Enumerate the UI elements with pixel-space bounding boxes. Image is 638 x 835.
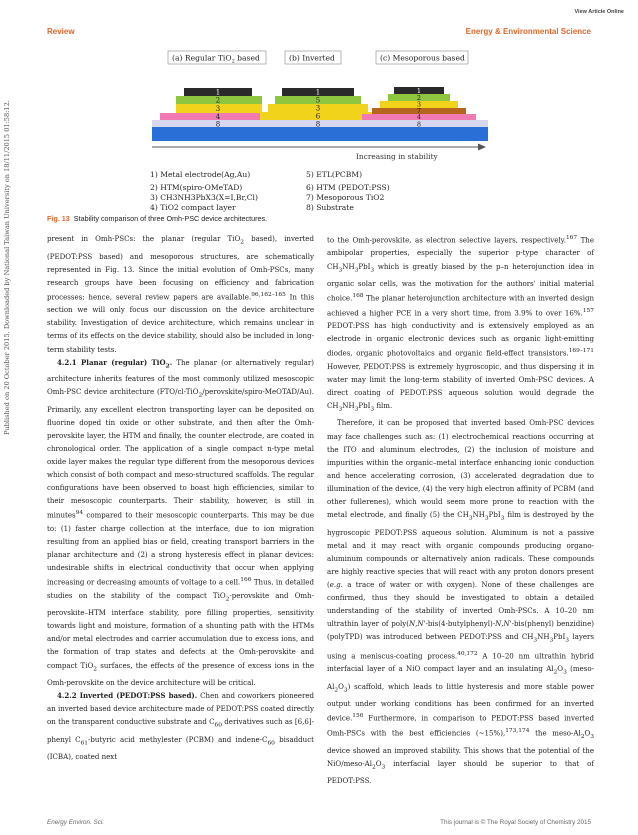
body-column-left (47, 232, 314, 763)
legend-item: 5) ETL(PCBM) (306, 170, 363, 179)
layer-label: 1 (215, 88, 221, 97)
layer-label: 6 (315, 112, 321, 121)
footer-journal: Energy Environ. Sci. (47, 819, 105, 826)
legend-item-4: 4) TiO2 compact layer (150, 203, 236, 212)
panel-b-title: (b) Inverted (289, 53, 335, 63)
layer-label: 1 (315, 88, 321, 97)
caption-text: Stability comparison of three Omh-PSC device architectures. (73, 214, 268, 223)
layer-label: 3 (215, 105, 221, 113)
body-column-right (327, 232, 594, 787)
layer-label: 2 (416, 94, 422, 102)
publication-side-note (3, 100, 13, 435)
layer-label: 4 (215, 113, 221, 121)
stability-arrow (152, 144, 486, 162)
layer-label: 8 (315, 120, 321, 129)
figure-caption (47, 214, 592, 223)
layer-label: 2 (215, 96, 221, 105)
layer-label: 5 (315, 96, 321, 105)
figure-13 (110, 46, 525, 201)
caption-label: Fig. 13 (47, 214, 70, 223)
paragraph: present in Omh-PSCs: the planar (regular TiO$_2$ based), inverted (PEDOT:PSS based) and mesoporous structures, are schematically represented in Fig. 13. Since the initial evolution of Omh-PSCs, many research groups have been focusing on efficiency and fabrication processes; hence, several review papers are available.$^{96,162-165}$ In this section we will only focus our discussion on the device architecture stability. Investigation of device architecture, which remains unclear in terms of its effects on the device stability, should also be included in long-term stability tests. (47, 234, 314, 354)
legend-left (150, 170, 250, 192)
legend-right (306, 170, 390, 192)
legend-item: 1) Metal electrode(Ag,Au) (150, 170, 251, 179)
panel-titles (168, 51, 468, 65)
legend-item: 2) HTM(spiro-OMeTAD) (150, 183, 243, 192)
journal-name: Energy & Environmental Science (465, 27, 591, 36)
layer-label: 3 (416, 100, 422, 109)
panel-c-title: (c) Mesoporous based (380, 53, 465, 63)
layer-label: 8 (416, 120, 422, 129)
layer-label: 4 (416, 113, 422, 121)
paragraph: 4.2.1 Planar (regular) TiO$_2$. The planar (or alternatively regular) architecture inherits features of the most commonly utilized mesoscopic Omh-PSC device architecture (FTO/cl-TiO$_2$/perovskite/spiro-MeOTAD/Au). Primarily, any excellent electron transporting layer can be deposited on fluorine doped tin oxide or other substrate, and then after the Omh-perovskite layer, the HTM and finally, the counter electrode, are coated in chronological order. The application of a single compact n-type metal oxide layer makes the regular type different from the mesoporous devices which consist of both compact and meso-structured scaffolds. The regular configurations have been observed to boast high efficiencies, similar to their mesoscopic counterparts. Their stability, however, is still in minutes$^{94}$ compared to their mesoscopic counterparts. This may be due to: (1) faster charge collection at the interface, due to ion migration resulting from an applied bias or field, creating transport barriers in the planar architecture and (2) a strong hysteresis effect in planar devices: undesirable shifts in electrical conductivity that occur when applying increasing or decreasing amounts of voltage to a cell.$^{166}$ Thus, in detailed studies on the stability of the compact TiO$_2$-perovskite and Omh-perovskite–HTM interface stability, pore filling properties, sensitivity towards light and moisture, formation of a shunting path with the HTMs and/or metal electrodes and carrier accumulation due to excess ions, and the formation of trap states and defects at the Omh-perovskite and compact TiO$_2$ surfaces, the effects of the presence of excess ions in the Omh-perovskite on the device architecture will be critical. (47, 357, 314, 688)
arrow-label: Increasing in stability (356, 152, 438, 161)
layer-label: 7 (416, 107, 422, 115)
section-label: Review (47, 27, 75, 36)
legend-item-7: 7) Mesoporous TiO2 (306, 193, 385, 202)
legend-item-8: 8) Substrate (306, 203, 354, 212)
footer-copyright: This journal is © The Royal Society of Chemistry 2015 (440, 819, 591, 826)
layer-label: 1 (416, 87, 422, 95)
paragraph: Therefore, it can be proposed that inverted based Omh-PSC devices may face challenges such as: (1) electrochemical reactions occurring at the ITO and aluminum electrodes, (2) the inclusion of moisture and impurities within the organic–metal interface enhancing ionic conduction and hence accelerating corrosion, (3) accelerated degradation due to illumination of the device, (4) the very high electron affinity of PCBM (and other fullerenes), which would seem more prone to reaction with the metal electrode, and finally (5) the $CH_3NH_3PbI_3$ film is destroyed by the hygroscopic PEDOT:PSS aqueous solution. Aluminum is not a passive metal and it may react with organic compounds producing organo-aluminum compounds or alternatively anion radicals. These compounds are highly reactive species that will react with any proton donors present (e.g. a trace of water or with oxygen). None of these challenges are confirmed, thus they should be investigated to obtain a detailed understanding of the stability of inverted Omh-PSCs. A 10–20 nm ultrathin layer of poly(N,N'-bis(4-butylphenyl)-N,N'-bis(phenyl) benzidine)(polyTPD) was introduced between PEDOT:PSS and $CH_3NH_3PbI_3$ layers using a meniscus-coating process.$^{40,172}$ A 10–20 nm ultrathin hybrid interfacial layer of a NiO compact layer and an insulating $Al_2O_3$ $(meso-Al_2O_3)$ scaffold, which leads to little hysteresis and more stable power output under working conditions has been confirmed for an inverted device.$^{156}$ Furthermore, in comparison to PEDOT:PSS based inverted Omh-PSCs with the best efficiencies (~15%),$^{173,174}$ the meso-$Al_2O_3$ device showed an improved stability. This shows that the potential of the NiO/$meso-Al_2O_3$ interfacial layer should be superior to that of PEDOT:PSS. (327, 418, 595, 786)
paragraph: to the Omh-perovskite, as electron selective layers, respectively.$^{167}$ The ambipolar properties, especially the superior p-type character of $CH_3NH_3PbI_3$ which is greatly biased by the p–n heterojunction idea in organic solar cells, was the motivation for the authors' initial material choice.$^{168}$ The planar heterojunction architecture with an inverted design achieved a higher PCE in a very short time, from 3.9% to over 16%.$^{157}$ PEDOT:PSS has high conductivity and is extensively employed as an electrode in organic electronic devices such as organic light-emitting diodes, organic photovoltaics and organic field-effect transistors.$^{169-171}$ However, PEDOT:PSS is extremely hygroscopic, and thus dispersing it in water may limit the long-term stability of inverted Omh-PSC devices. A direct coating of PEDOT:PSS aqueous solution would degrade the $CH_3NH_3PbI_3$ film. (327, 235, 594, 413)
layer-label: 8 (215, 120, 221, 129)
panel-a-title: (a) Regular TiO$_2$ based (172, 53, 260, 65)
paragraph: 4.2.2 Inverted (PEDOT:PSS based). Chen and coworkers pioneered an inverted based device architecture made of PEDOT:PSS coated directly on the transparent conductive substrate and $C_{60}$ derivatives such as [6,6]-phenyl $C_{61}$-butyric acid methylester (PCBM) and indene-$C_{60}$ bisadduct (ICBA), coated next (47, 691, 315, 762)
legend-item: 6) HTM (PEDOT:PSS) (306, 183, 390, 192)
panel-c-stack (350, 87, 488, 141)
layer-label: 3 (315, 104, 321, 113)
legend-item-3: 3) CH3NH3PbX3(X=I,Br,Cl) (150, 193, 258, 202)
side-note-text: Published on 20 October 2015. Downloaded by National Taiwan University on 18/11/2015 01:58:12. (3, 100, 11, 435)
view-article-online-link[interactable]: View Article Online (574, 9, 624, 15)
